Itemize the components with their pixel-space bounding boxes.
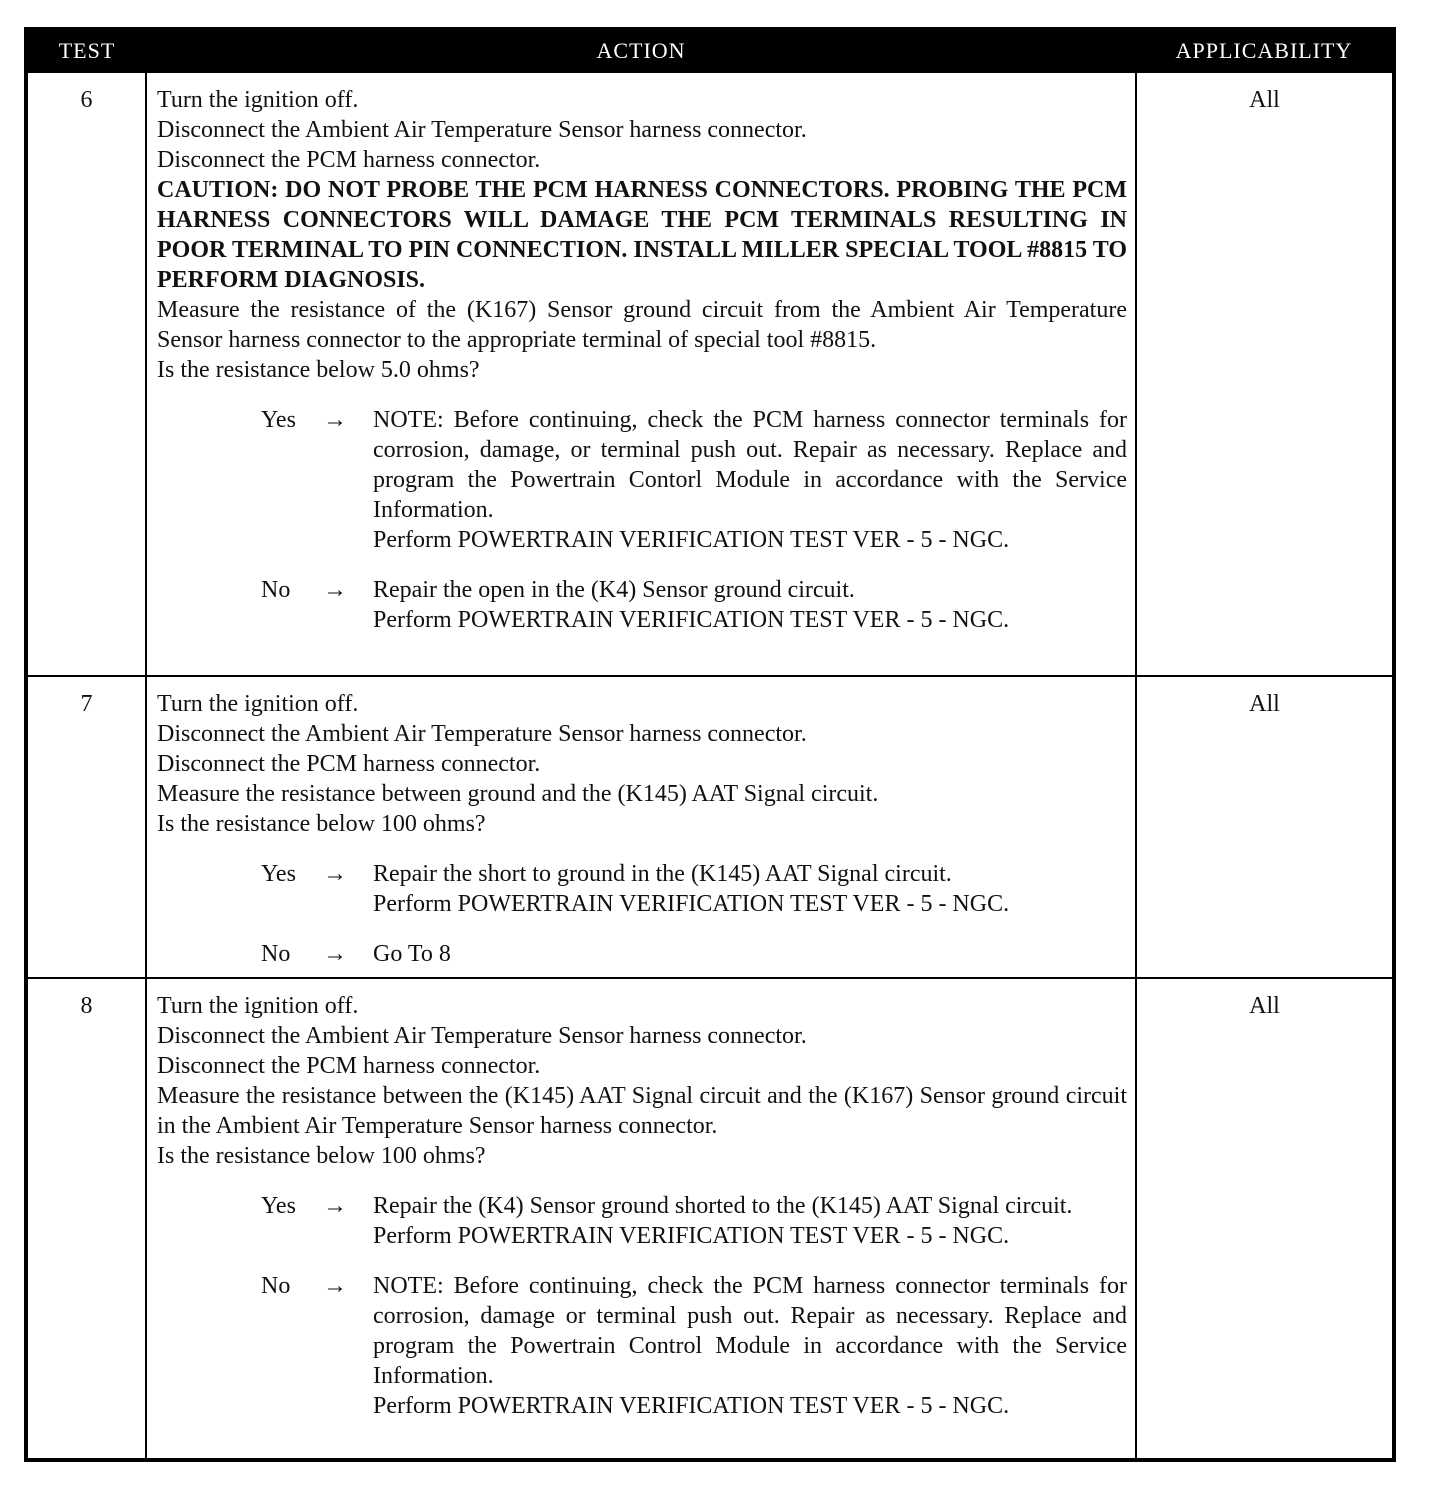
outcome-yes-text: Repair the (K4) Sensor ground shorted to the (K145) AAT Signal circuit. [373,1193,1073,1219]
caution-text: CAUTION: DO NOT PROBE THE PCM HARNESS CONNECTORS. PROBING THE PCM HARNESS CONNECTORS WILL DAMAGE THE PCM TERMINALS RESULTING IN POOR TERMINAL TO PIN CONNECTION. INSTALL MILLER SPECIAL TOOL #8815 TO PERFORM DIAGNOSIS. [157,177,1127,293]
outcome-yes-label: Yes [261,1193,296,1219]
right-arrow-icon: → [323,1193,347,1219]
table-header [26,29,1394,72]
outcome-yes-body [373,405,1127,555]
test-question: Is the resistance below 100 ohms? [157,1143,486,1169]
action-step: Turn the ignition off. [157,691,359,717]
applicability: All [1136,978,1394,1460]
outcome-no-label: No [261,941,291,967]
outcome-yes-body [373,1191,1127,1251]
outcome-no [157,939,1127,969]
applicability: All [1136,72,1394,676]
right-arrow-icon: → [323,407,347,433]
test-number: 6 [26,72,146,676]
action-step: Disconnect the Ambient Air Temperature Sensor harness connector. [157,117,807,143]
outcome-no-label: No [261,577,291,603]
outcome-yes [157,405,1127,555]
action-step: Disconnect the Ambient Air Temperature Sensor harness connector. [157,721,807,747]
test-question: Is the resistance below 5.0 ohms? [157,357,480,383]
outcome-no-body [373,575,1127,635]
test-number: 8 [26,978,146,1460]
action-step: Turn the ignition off. [157,993,359,1019]
action-step: Disconnect the PCM harness connector. [157,147,541,173]
action-step: Measure the resistance between ground and the (K145) AAT Signal circuit. [157,781,879,807]
outcome-yes-perform: Perform POWERTRAIN VERIFICATION TEST VER - 5 - NGC. [373,891,1010,917]
right-arrow-icon: → [323,577,347,603]
header-row [26,29,1394,72]
table-row [26,676,1394,978]
outcome-no-text: Repair the open in the (K4) Sensor ground circuit. [373,577,855,603]
outcome-no-text: NOTE: Before continuing, check the PCM harness connector terminals for corrosion, damage or terminal push out. Repair as necessary. Replace and program the Powertrain Control Module in accordance with the Service Information. [373,1273,1127,1389]
applicability: All [1136,676,1394,978]
outcome-no [157,1271,1127,1421]
outcome-no-perform: Perform POWERTRAIN VERIFICATION TEST VER - 5 - NGC. [373,607,1010,633]
measure-instruction: Measure the resistance between the (K145) AAT Signal circuit and the (K167) Sensor ground circuit in the Ambient Air Temperature Sensor harness connector. [157,1083,1127,1139]
outcome-no-body [373,1271,1127,1421]
action-step: Disconnect the Ambient Air Temperature Sensor harness connector. [157,1023,807,1049]
outcome-no-label: No [261,1273,291,1299]
action-cell [146,978,1136,1460]
header-applicability: APPLICABILITY [1136,29,1394,72]
right-arrow-icon: → [323,1273,347,1299]
action-cell [146,72,1136,676]
action-step: Disconnect the PCM harness connector. [157,751,541,777]
outcome-no-text: Go To 8 [373,941,451,967]
outcome-no-body [373,939,1127,969]
outcome-no-perform: Perform POWERTRAIN VERIFICATION TEST VER - 5 - NGC. [373,1393,1010,1419]
header-test: TEST [26,29,146,72]
measure-instruction: Measure the resistance of the (K167) Sensor ground circuit from the Ambient Air Temperature Sensor harness connector to the appropriate terminal of special tool #8815. [157,297,1127,353]
outcome-yes-perform: Perform POWERTRAIN VERIFICATION TEST VER - 5 - NGC. [373,527,1010,553]
table-row [26,72,1394,676]
outcome-yes-text: Repair the short to ground in the (K145) AAT Signal circuit. [373,861,952,887]
table-row [26,978,1394,1460]
header-action: ACTION [146,29,1136,72]
outcome-yes [157,859,1127,919]
action-step: Disconnect the PCM harness connector. [157,1053,541,1079]
outcome-no [157,575,1127,635]
test-question: Is the resistance below 100 ohms? [157,811,486,837]
diagnostic-test-table [24,27,1396,1462]
action-step: Turn the ignition off. [157,87,359,113]
outcome-yes-text: NOTE: Before continuing, check the PCM harness connector terminals for corrosion, damage, or terminal push out. Repair as necessary. Replace and program the Powertrain Contorl Module in accordance with the Service Information. [373,407,1127,523]
outcome-yes-body [373,859,1127,919]
outcome-yes [157,1191,1127,1251]
outcome-yes-perform: Perform POWERTRAIN VERIFICATION TEST VER - 5 - NGC. [373,1223,1010,1249]
test-number: 7 [26,676,146,978]
outcome-yes-label: Yes [261,407,296,433]
right-arrow-icon: → [323,861,347,887]
right-arrow-icon: → [323,941,347,967]
action-cell [146,676,1136,978]
outcome-yes-label: Yes [261,861,296,887]
